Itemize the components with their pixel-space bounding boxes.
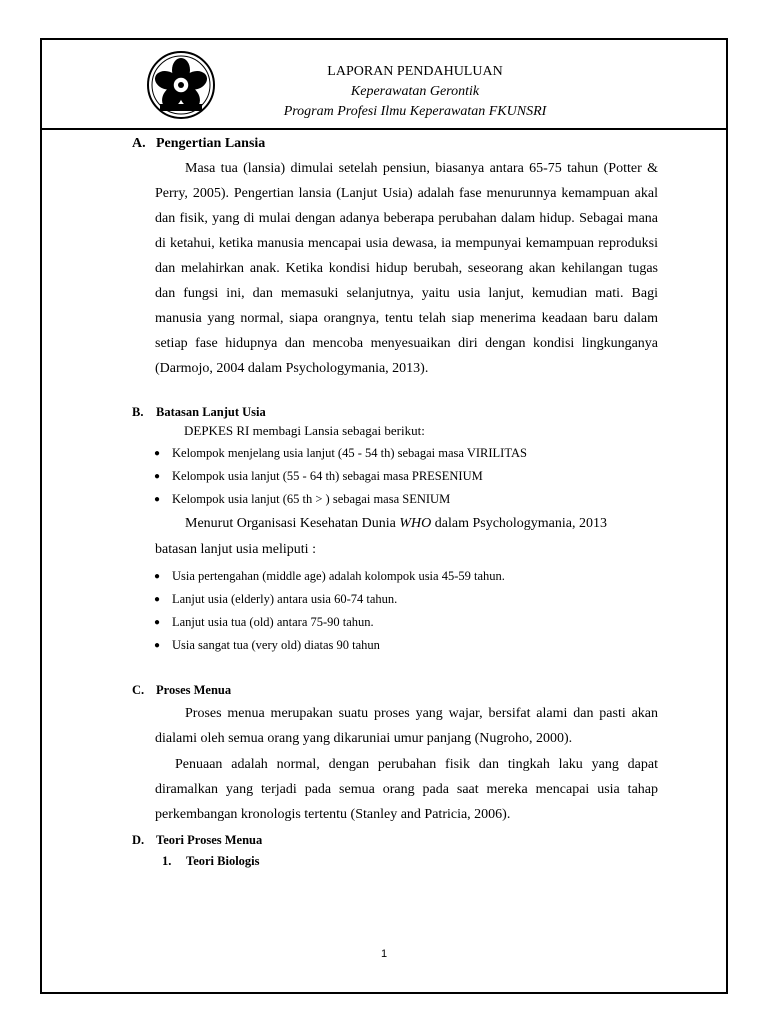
header-subtitle-1: Keperawatan Gerontik	[350, 84, 480, 99]
list-item: ● Lanjut usia tua (old) antara 75-90 tahun.	[154, 611, 658, 634]
list-item: ● Lanjut usia (elderly) antara usia 60-74 tahun.	[154, 588, 658, 611]
depkes-classification-list	[132, 442, 658, 511]
section-c-title: Proses Menua	[156, 683, 232, 697]
subitem-title: Teori Biologis	[186, 854, 260, 868]
document-body	[132, 136, 658, 869]
who-paragraph-line2: batasan lanjut usia meliputi :	[155, 542, 316, 557]
list-item: ● Usia pertengahan (middle age) adalah kolompok usia 45-59 tahun.	[154, 565, 658, 588]
section-c-letter: C.	[132, 683, 145, 697]
who-classification-list	[132, 565, 658, 657]
section-c-paragraph-2: Penuaan adalah normal, dengan perubahan fisik dan tingkah laku yang dapat diramalkan yang terjadi pada semua orang pada saat mereka mencapai usia tahap perkembangan kronologis tertentu (Stanley and Patricia, 2006).	[155, 757, 658, 822]
who-paragraph-line1: Menurut Organisasi Kesehatan Dunia WHO dalam Psychologymania, 2013	[185, 516, 608, 531]
page-number: 1	[380, 948, 388, 960]
subitem-number: 1.	[162, 854, 172, 868]
section-b-title: Batasan Lanjut Usia	[156, 405, 266, 419]
document-header	[40, 38, 728, 130]
section-c-paragraph-1: Proses menua merupakan suatu proses yang wajar, bersifat alami dan pasti akan dialami oleh semua orang yang dikaruniai umur panjang (Nugroho, 2000).	[155, 706, 658, 746]
section-d-letter: D.	[132, 833, 145, 847]
section-c-heading	[132, 683, 658, 698]
header-subtitle-2: Program Profesi Ilmu Keperawatan FKUNSRI	[283, 104, 547, 119]
section-a-title: Pengertian Lansia	[156, 136, 266, 151]
header-title: LAPORAN PENDAHULUAN	[327, 64, 503, 79]
header-text-block	[240, 62, 590, 122]
section-d-subitem-1	[132, 854, 658, 869]
section-d-heading	[132, 833, 658, 848]
who-italic: WHO	[399, 516, 432, 531]
bullet-icon: ●	[154, 494, 161, 505]
list-item: ● Kelompok menjelang usia lanjut (45 - 54 th) sebagai masa VIRILITAS	[154, 442, 658, 465]
bullet-icon: ●	[154, 571, 161, 582]
bullet-icon: ●	[154, 471, 161, 482]
bullet-icon: ●	[154, 594, 161, 605]
section-a-heading	[132, 136, 658, 152]
section-a-paragraph: Masa tua (lansia) dimulai setelah pensiun, biasanya antara 65-75 tahun (Potter & Perry, 2005). Pengertian lansia (Lanjut Usia) adalah fase menurunnya kemampuan akal dan fisik, yang di mulai dengan adanya beberapa perubahan dalam hidup. Sebagai mana di ketahui, ketika manusia mencapai usia dewasa, ia mempunyai kemampuan reproduksi dan melahirkan anak. Ketika kondisi hidup berubah, seseorang akan kehilangan tugas dan fungsi ini, dan memasuki selanjutnya, yaitu usia lanjut, kemudian mati. Bagi manusia yang normal, siapa orangnya, tentu telah siap menerima keadaan baru dalam setiap fase hidupnya dan mencoba menyesuaikan diri dengan kondisi lingkunganya (Darmojo, 2004 dalam Psychologymania, 2013).	[155, 161, 658, 376]
list-item: ● Kelompok usia lanjut (65 th > ) sebagai masa SENIUM	[154, 488, 658, 511]
list-item: ● Kelompok usia lanjut (55 - 64 th) sebagai masa PRESENIUM	[154, 465, 658, 488]
section-b-intro: DEPKES RI membagi Lansia sebagai berikut:	[184, 423, 425, 438]
university-seal-icon	[146, 50, 216, 120]
section-b-letter: B.	[132, 405, 144, 419]
section-d-title: Teori Proses Menua	[156, 833, 263, 847]
bullet-icon: ●	[154, 617, 161, 628]
bullet-icon: ●	[154, 640, 161, 651]
section-a-letter: A.	[132, 136, 146, 151]
bullet-icon: ●	[154, 448, 161, 459]
list-item: ● Usia sangat tua (very old) diatas 90 tahun	[154, 634, 658, 657]
section-b-heading	[132, 405, 658, 420]
